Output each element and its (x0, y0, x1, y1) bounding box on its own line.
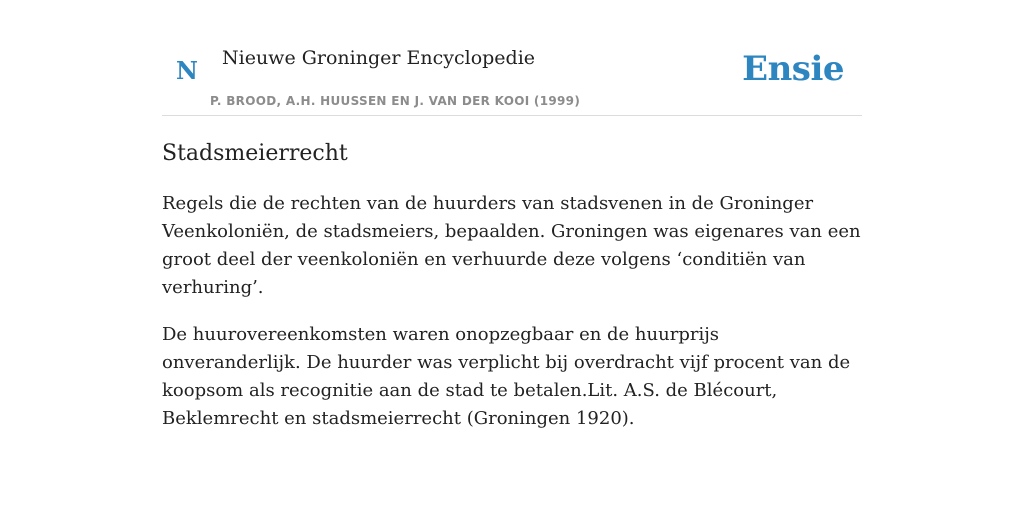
article-title: Stadsmeierrecht (162, 141, 348, 166)
article-paragraph-2: De huurovereenkomsten waren onopzegbaar en de huurprijs onveranderlijk. De huurder was verplicht bij overdracht vijf procent van de koopsom als recognitie aan de stad te betalen.Lit. A.S. de Blécourt, Beklemrecht en stadsmeierrecht (Groningen 1920). (162, 324, 851, 429)
article (162, 136, 862, 433)
ensie-logo[interactable]: Ensie (742, 49, 844, 89)
book-title-link[interactable]: Nieuwe Groninger Encyclopedie (222, 47, 536, 69)
book-authors: P. BROOD, A.H. HUUSSEN EN J. VAN DER KOOI (1999) (210, 94, 581, 108)
book-badge[interactable]: N (176, 56, 198, 85)
encyclopedia-header (162, 0, 862, 116)
article-paragraph-1: Regels die de rechten van de huurders van stadsvenen in de Groninger Veenkoloniën, de stadsmeiers, bepaalden. Groningen was eigenares van een groot deel der veenkoloniën en verhuurde deze volgens ‘conditiën van verhuring’. (162, 193, 861, 298)
